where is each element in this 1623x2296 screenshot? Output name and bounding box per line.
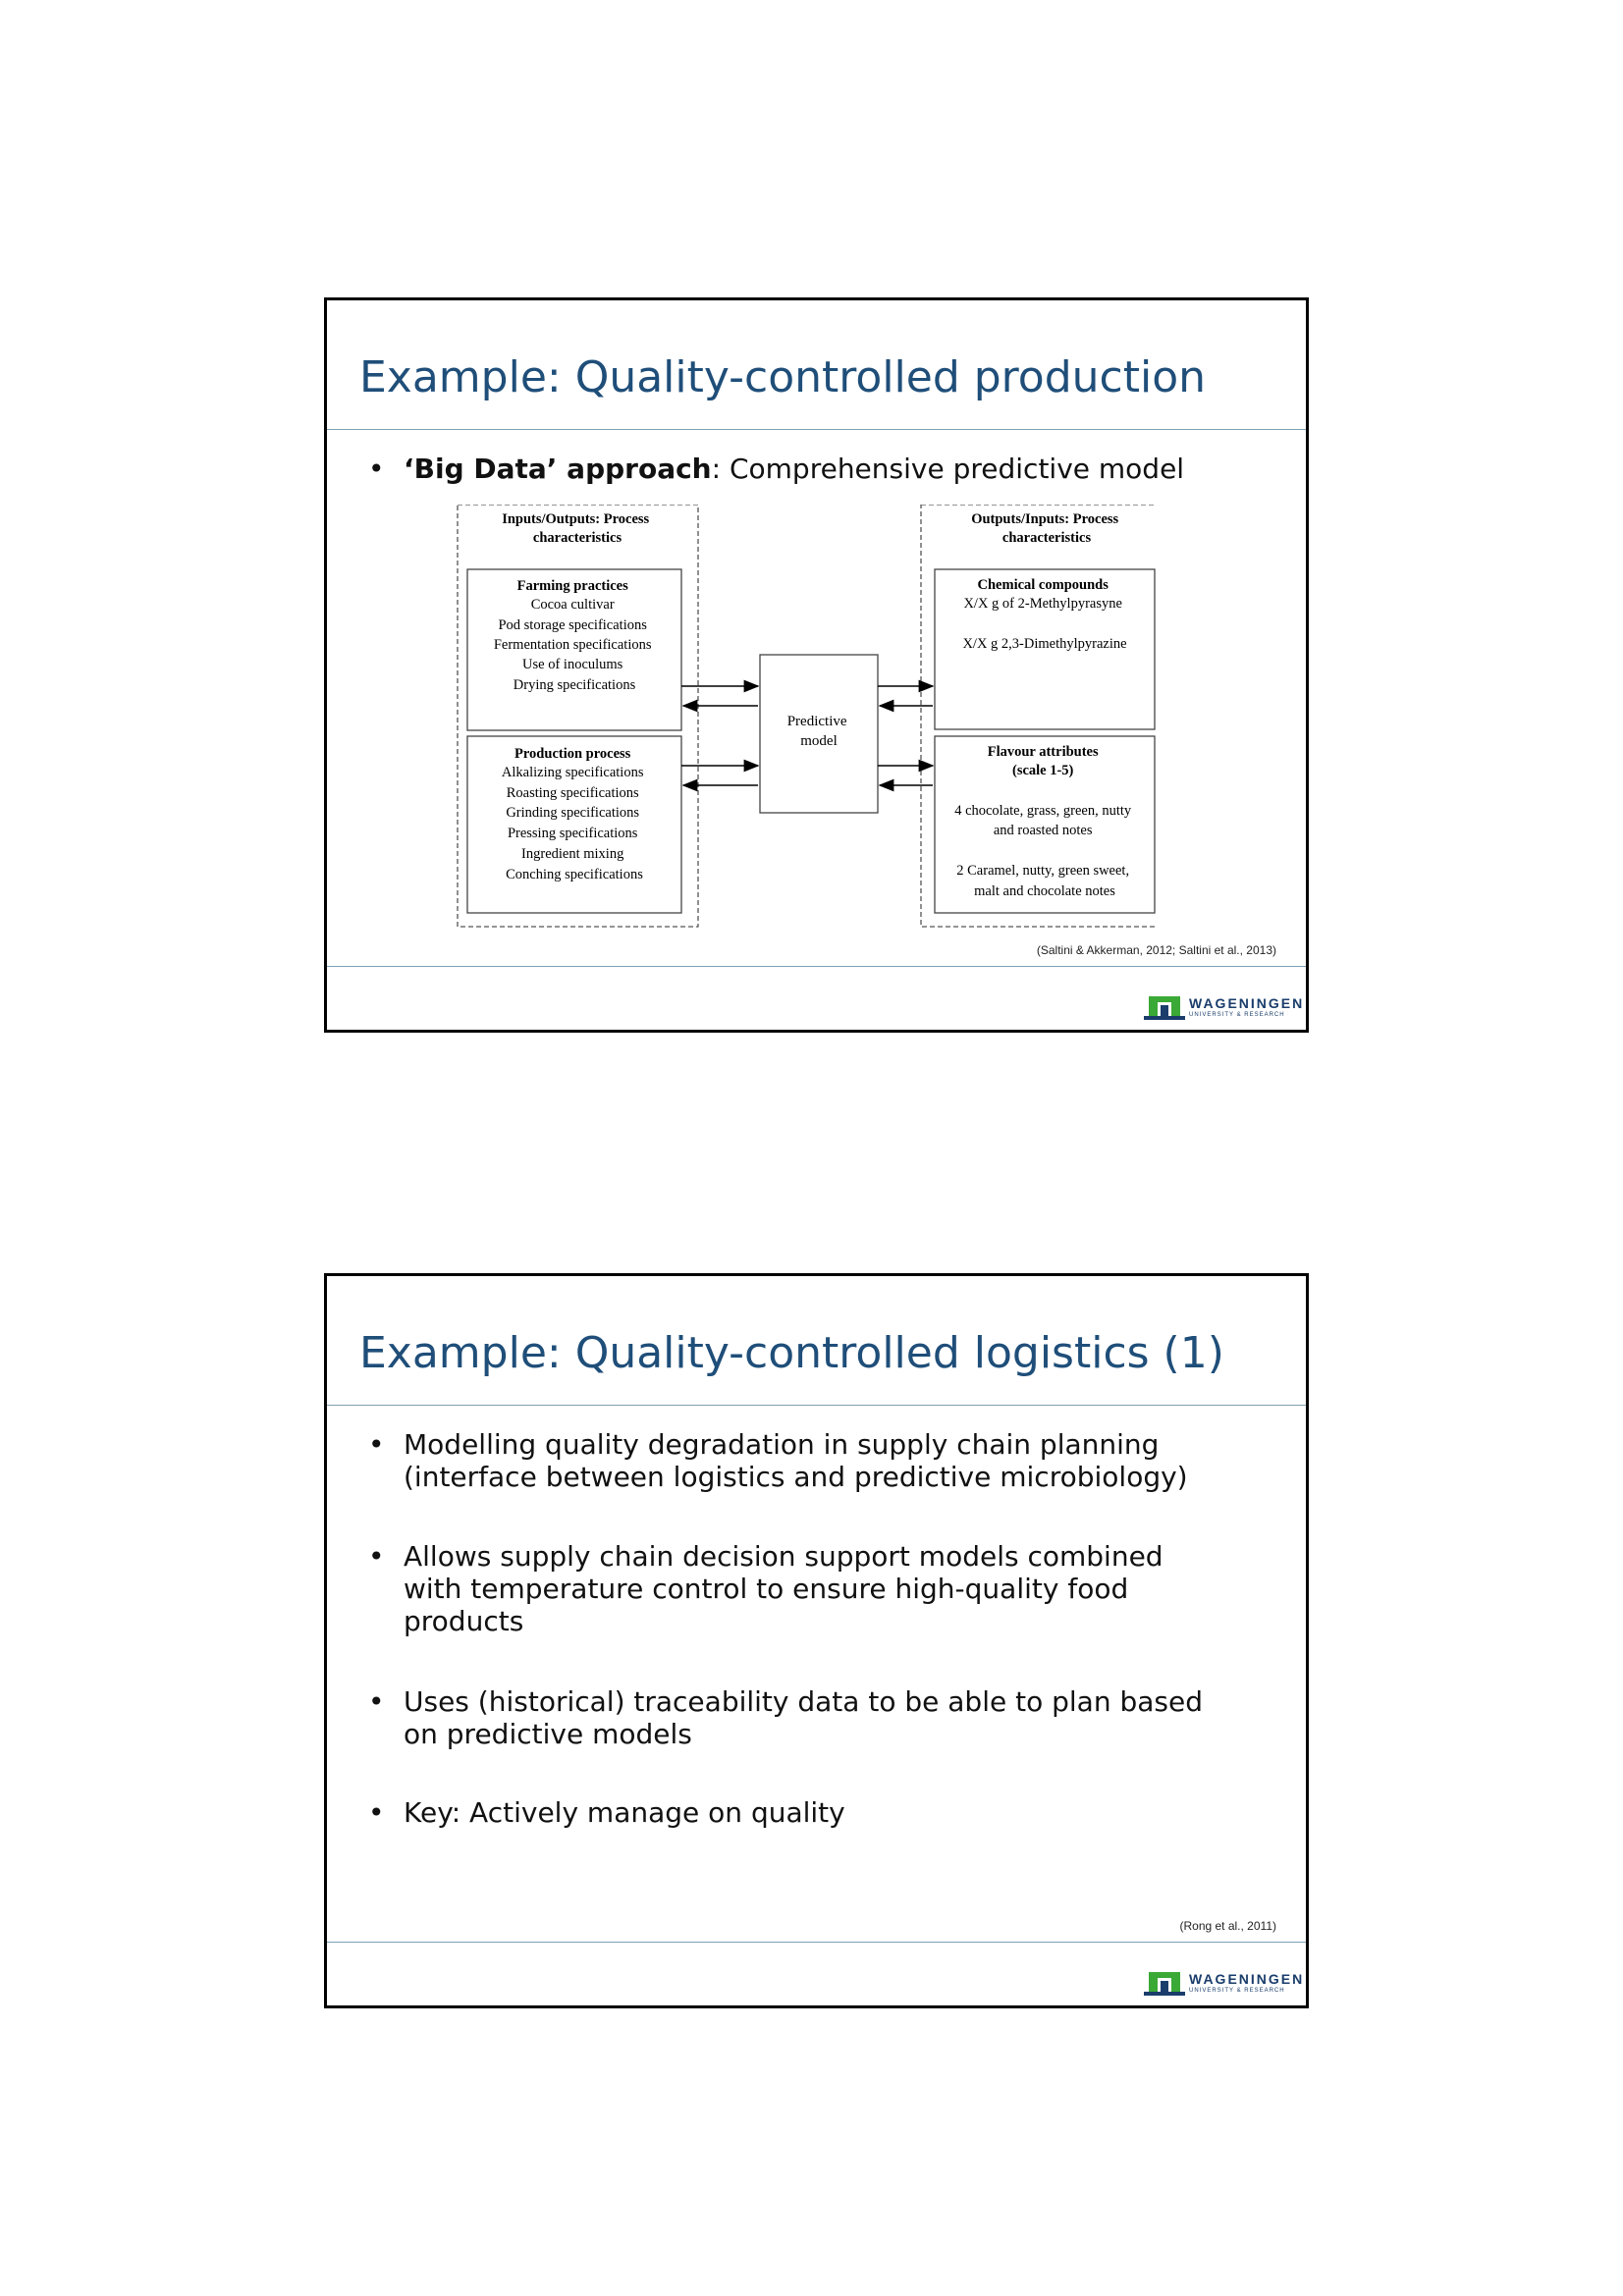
right-group-title: Outputs/Inputs: Process characteristics: [971, 511, 1119, 546]
production-item: Ingredient mixing: [521, 846, 624, 862]
bullet-item: • Modelling quality degradation in supply chain planning (interface between logistics and predictive microbiology): [404, 1428, 1188, 1493]
farming-item: Fermentation specifications: [493, 637, 652, 653]
wageningen-logo: [1144, 1970, 1305, 2000]
farming-item: Use of inoculums: [522, 657, 623, 672]
wageningen-logo: [1144, 994, 1305, 1024]
bullet-item: • Uses (historical) traceability data to be able to plan based on predictive models: [404, 1685, 1203, 1750]
wageningen-logo-icon: [1144, 994, 1185, 1024]
production-item: Pressing specifications: [507, 826, 638, 841]
flavour-title: Flavour attributes: [987, 744, 1099, 760]
left-group-title: Inputs/Outputs: Process characteristics: [502, 511, 650, 546]
logo-name: WAGENINGEN: [1189, 1971, 1305, 1987]
slide-title: Example: Quality-controlled production: [359, 352, 1207, 402]
farming-item: Pod storage specifications: [498, 617, 647, 633]
flavour-item: and roasted notes: [993, 823, 1093, 838]
chemical-item: X/X g 2,3-Dimethylpyrazine: [962, 636, 1127, 652]
slide-quality-controlled-production: [324, 297, 1309, 1033]
flavour-item: 4 chocolate, grass, green, nutty: [954, 803, 1132, 819]
chemical-title: Chemical compounds: [977, 577, 1109, 593]
bullet-text: : Comprehensive predictive model: [711, 453, 1185, 485]
predictive-model-label: Predictive model: [786, 714, 847, 749]
flavour-item: 2 Caramel, nutty, green sweet,: [956, 863, 1130, 879]
footer-divider: [327, 1942, 1306, 1943]
slide-quality-controlled-logistics: [324, 1273, 1309, 2008]
wageningen-logo-icon: [1144, 1970, 1185, 2000]
bullet-item: • Key: Actively manage on quality: [404, 1796, 845, 1829]
bullet-bold-text: ‘Big Data’ approach: [404, 453, 712, 485]
flavour-item: malt and chocolate notes: [974, 883, 1115, 899]
predictive-model-diagram: [450, 505, 1157, 941]
citation: (Saltini & Akkerman, 2012; Saltini et al., 2013): [1036, 943, 1276, 957]
bullet-big-data: [404, 453, 1184, 485]
title-divider: [327, 429, 1306, 430]
citation: (Rong et al., 2011): [1179, 1919, 1276, 1933]
production-title: Production process: [514, 746, 631, 762]
footer-divider: [327, 966, 1306, 967]
title-divider: [327, 1405, 1306, 1406]
logo-name: WAGENINGEN: [1189, 995, 1305, 1011]
production-process-box: [467, 736, 681, 913]
production-item: Roasting specifications: [506, 785, 639, 801]
production-item: Conching specifications: [506, 867, 643, 882]
bullet-item: • Allows supply chain decision support models combined with temperature control to ensure high-quality food products: [404, 1540, 1163, 1637]
slide-title: Example: Quality-controlled logistics (1): [359, 1328, 1224, 1378]
logo-subtitle: UNIVERSITY & RESEARCH: [1189, 1012, 1285, 1018]
chemical-item: X/X g of 2-Methylpyrasyne: [963, 596, 1122, 612]
farming-item: Cocoa cultivar: [530, 597, 615, 613]
production-item: Grinding specifications: [506, 805, 640, 821]
production-item: Alkalizing specifications: [501, 765, 644, 780]
farming-title: Farming practices: [516, 578, 628, 594]
logo-subtitle: UNIVERSITY & RESEARCH: [1189, 1988, 1285, 1994]
farming-item: Drying specifications: [513, 677, 636, 693]
flavour-title: (scale 1-5): [1011, 763, 1074, 778]
